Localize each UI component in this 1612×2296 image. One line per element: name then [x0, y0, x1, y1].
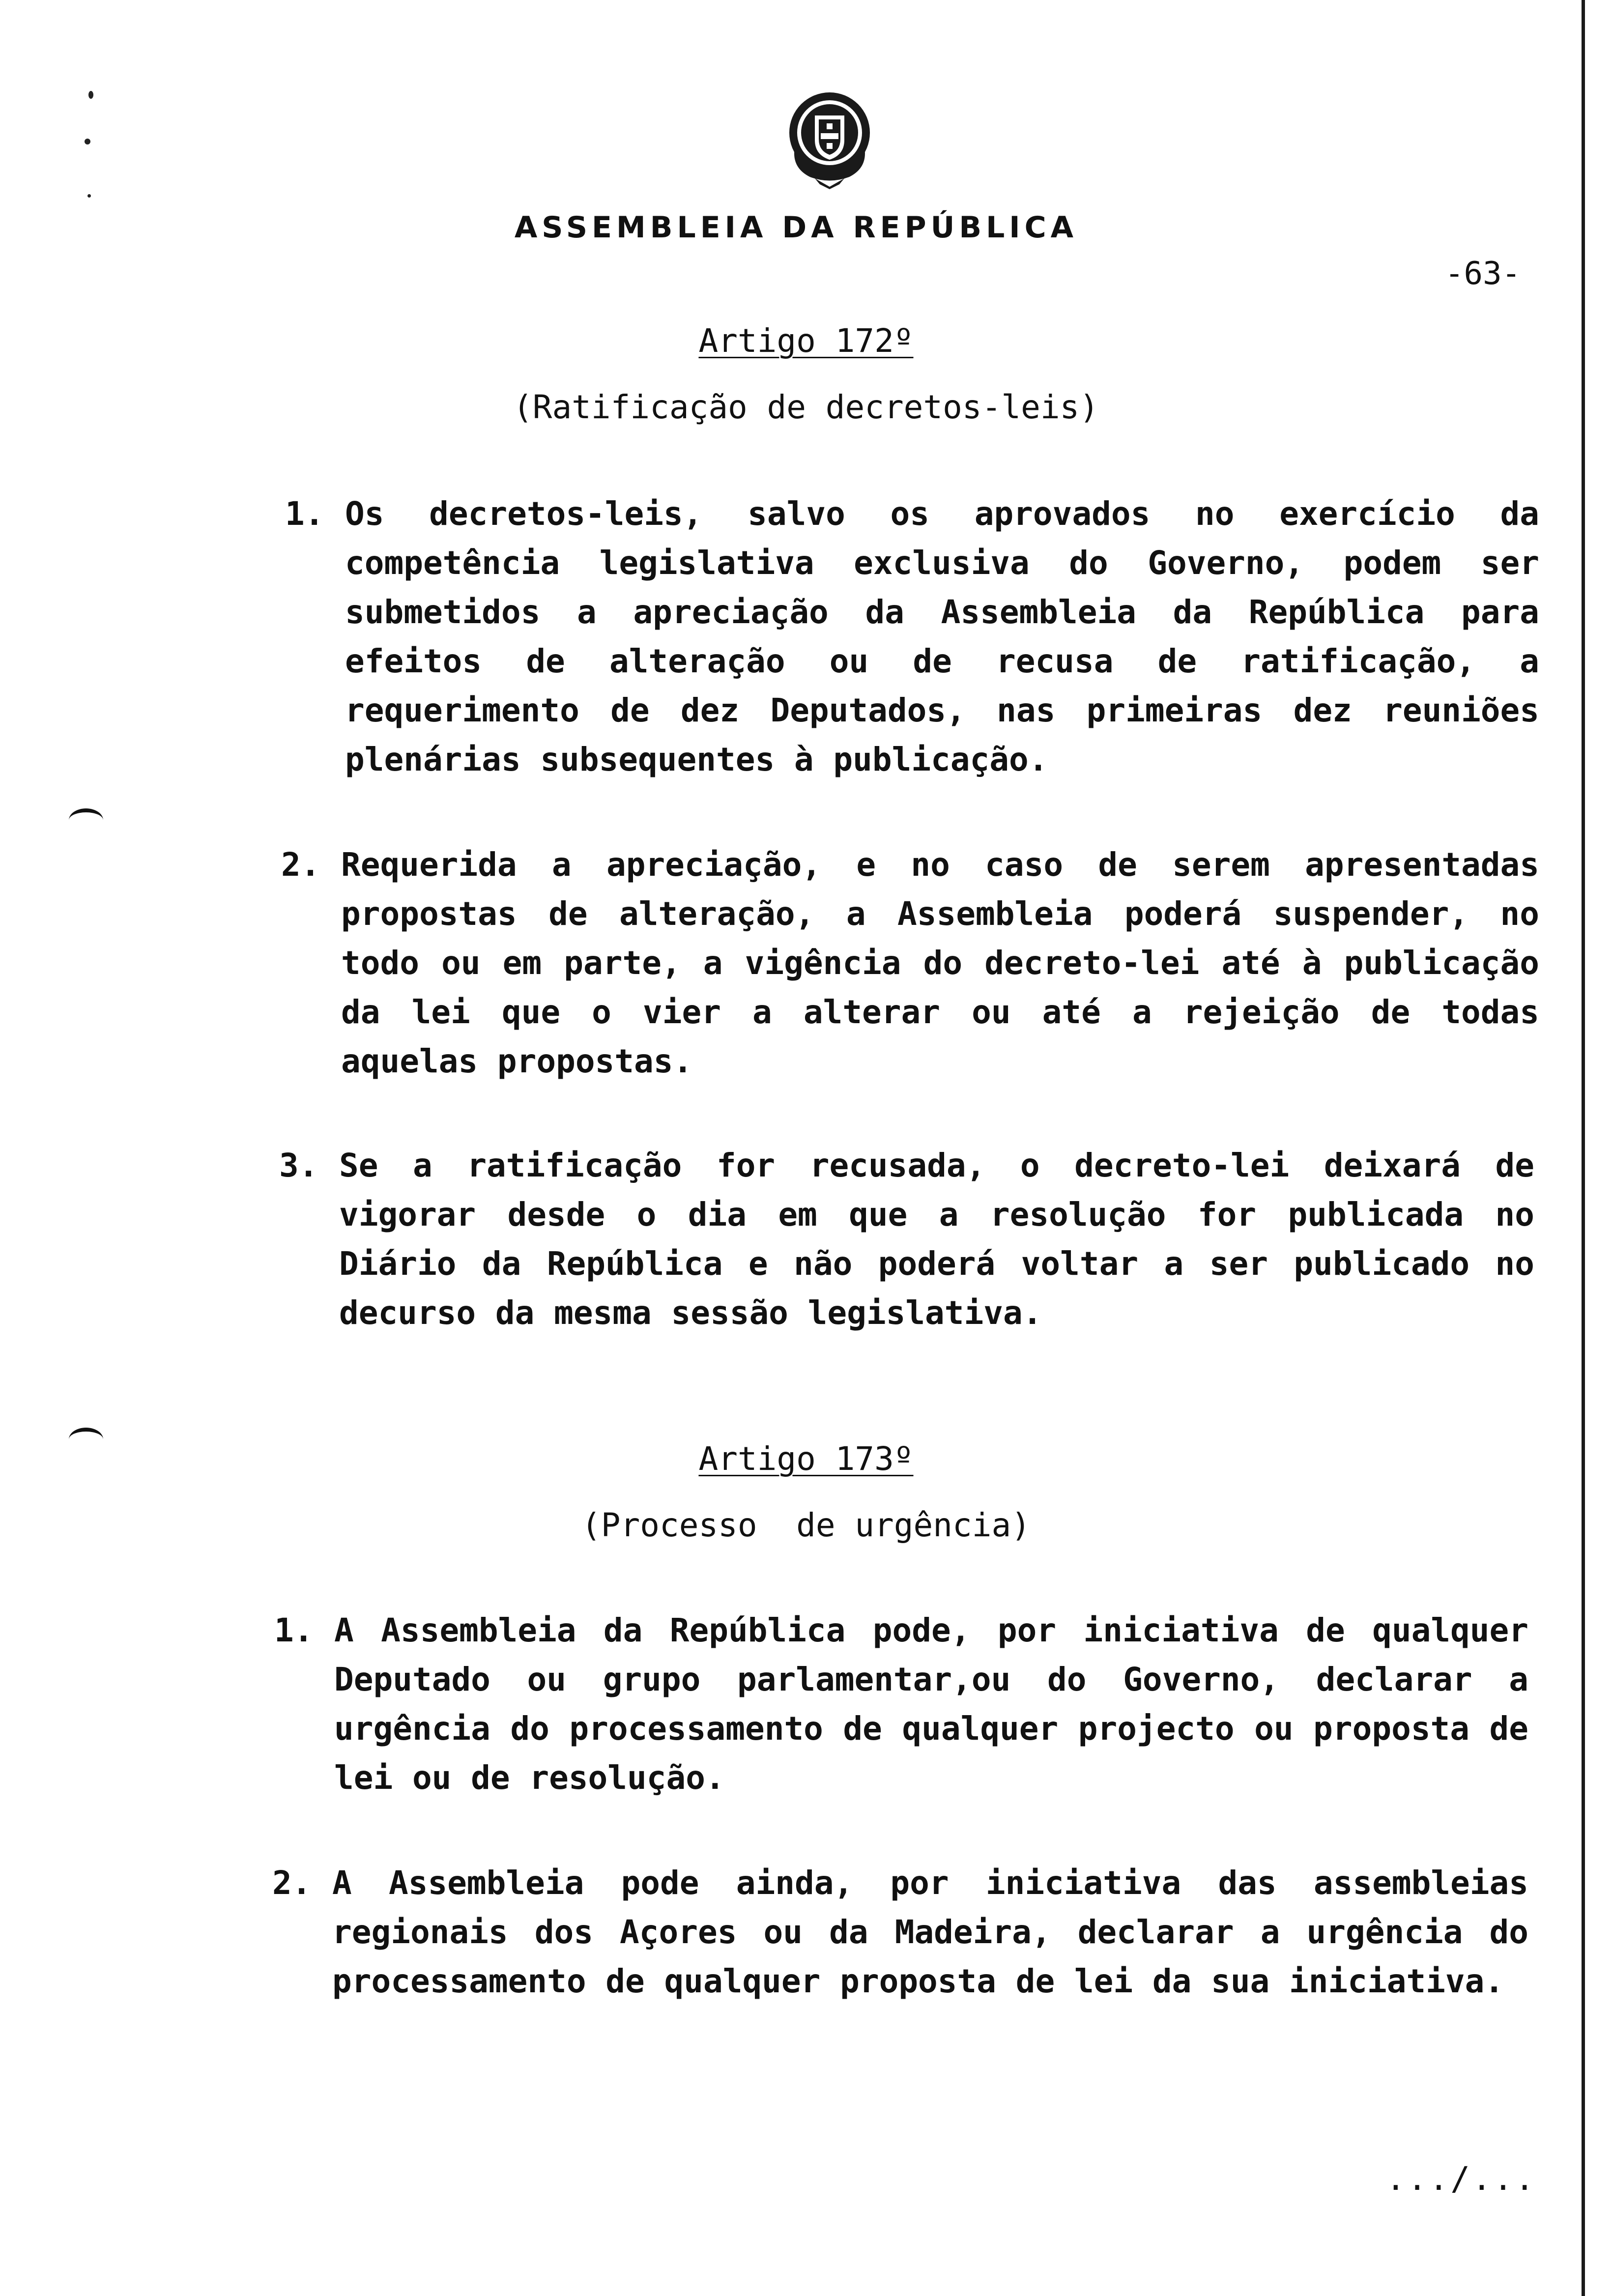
- punch-hole-mark: [69, 808, 103, 832]
- coat-of-arms-icon: [780, 86, 879, 189]
- article-subtitle: (Processo de urgência): [581, 1506, 1031, 1544]
- paragraph-text: A Assembleia da República pode, por iniciativa de qualquer Deputado ou grupo parlamentar,ou do Governo, declarar a urgência do processamento de qualquer projecto ou proposta de lei ou de resolução.: [334, 1611, 1528, 1797]
- article-paragraph: [281, 840, 1539, 1086]
- article-paragraph: [274, 1606, 1528, 1803]
- paragraph-number: 1.: [274, 1611, 314, 1649]
- paragraph-number: 1.: [285, 495, 324, 533]
- scan-speck: [87, 194, 91, 198]
- paragraph-text: Se a ratificação for recusada, o decreto-lei deixará de vigorar desde o dia em que a resolução for publicada no Diário da República e não poderá voltar a ser publicado no decurso da mesma sessão legislativa.: [339, 1147, 1534, 1332]
- scan-speck: [85, 139, 90, 144]
- paragraph-text: Os decretos-leis, salvo os aprovados no exercício da competência legislativa exclusiva do Governo, podem ser submetidos a apreciação da Assembleia da República para efeitos de alteração ou de recusa de ratificação, a requerimento de dez Deputados, nas primeiras dez reuniões plenárias subsequentes à publicação.: [345, 495, 1539, 778]
- page-number: -63-: [1445, 256, 1521, 292]
- paragraph-text: Requerida a apreciação, e no caso de serem apresentadas propostas de alteração, a Assembleia poderá suspender, no todo ou em parte, a vigência do decreto-lei até à publicação da lei que o vier a alterar ou até a rejeição de todas aquelas propostas.: [341, 846, 1539, 1080]
- continuation-mark: .../...: [1386, 2160, 1537, 2198]
- paragraph-number: 3.: [279, 1147, 318, 1184]
- article-paragraph: [279, 1141, 1534, 1338]
- scan-speck: [88, 91, 93, 99]
- institution-name: ASSEMBLEIA DA REPÚBLICA: [514, 210, 1078, 245]
- article-paragraph: [272, 1859, 1528, 2006]
- paragraph-number: 2.: [281, 846, 320, 884]
- article-paragraph: [285, 489, 1539, 784]
- article-title: Artigo 172º: [698, 322, 914, 360]
- paragraph-number: 2.: [272, 1864, 312, 1902]
- article-title: Artigo 173º: [698, 1440, 914, 1478]
- article-subtitle: (Ratificação de decretos-leis): [513, 388, 1099, 426]
- paragraph-text: A Assembleia pode ainda, por iniciativa das assembleias regionais dos Açores ou da Madeira, declarar a urgência do processamento de qualquer proposta de lei da sua iniciativa.: [332, 1864, 1528, 2000]
